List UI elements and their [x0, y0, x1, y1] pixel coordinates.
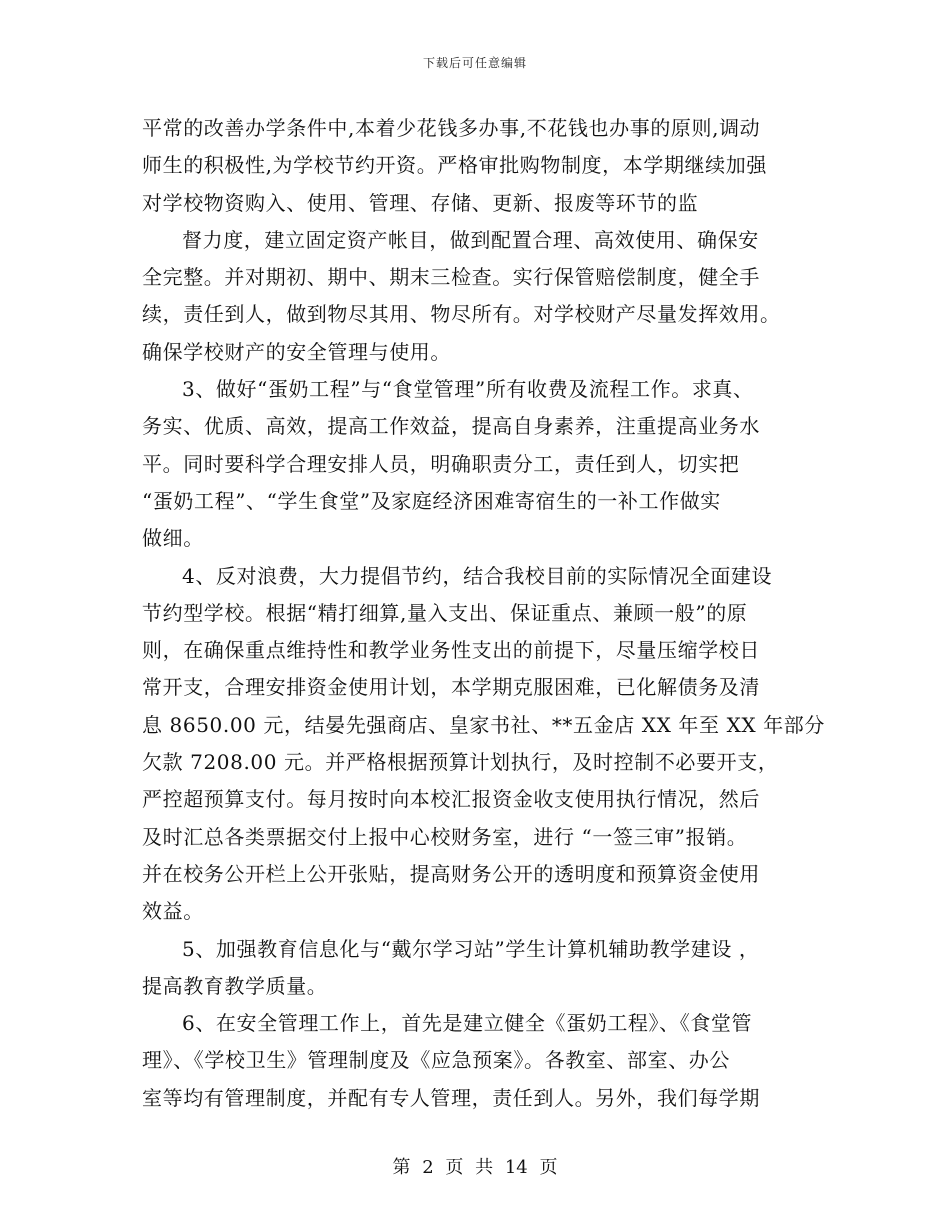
- text-line: 督力度，建立固定资产帐目，做到配置合理、高效使用、确保安: [182, 227, 759, 252]
- text-line: 欠款 7208.00 元。并严格根据预算计划执行，及时控制不必要开支，: [142, 750, 779, 775]
- text-line: 平。同时要科学合理安排人员，明确职责分工，责任到人，切实把: [142, 451, 740, 476]
- text-line: 并在校务公开栏上公开张贴，提高财务公开的透明度和预算资金使用: [142, 861, 760, 886]
- text-line: 做细。: [142, 526, 204, 551]
- text-line: 效益。: [142, 899, 204, 924]
- text-line: 理》、《学校卫生》管理制度及《应急预案》。各教室、部室、办公: [142, 1048, 730, 1073]
- text-line: 4、反对浪费，大力提倡节约，结合我校目前的实际情况全面建设: [182, 563, 773, 588]
- text-line: 严控超预算支付。每月按时向本校汇报资金收支使用执行情况，然后: [142, 787, 760, 812]
- text-line: 3、做好“蛋奶工程”与“食堂管理”所有收费及流程工作。求真、: [182, 377, 754, 402]
- text-line: 及时汇总各类票据交付上报中心校财务室，进行 “一签三审”报销。: [142, 824, 748, 849]
- text-line: 5、加强教育信息化与“戴尔学习站”学生计算机辅助教学建设 ，: [182, 936, 760, 961]
- text-line: 息 8650.00 元，结晏先强商店、皇家书社、**五金店 XX 年至 XX 年部分: [142, 712, 826, 737]
- text-line: 常开支，合理安排资金使用计划，本学期克服困难，已化解债务及清: [142, 675, 760, 700]
- text-line: 务实、优质、高效，提高工作效益，提高自身素养，注重提高业务水: [142, 414, 760, 439]
- text-line: 室等均有管理制度，并配有专人管理，责任到人。另外，我们每学期: [142, 1085, 760, 1110]
- text-line: 6、在安全管理工作上，首先是建立健全《蛋奶工程》、《食堂管: [182, 1011, 753, 1036]
- text-line: 提高教育教学质量。: [142, 973, 328, 998]
- document-body: [142, 110, 832, 1117]
- text-line: “蛋奶工程”、“学生食堂”及家庭经济困难寄宿生的一补工作做实: [142, 488, 721, 513]
- text-line: 全完整。并对期初、期中、期末三检查。实行保管赔偿制度，健全手: [142, 265, 760, 290]
- text-line: 则，在确保重点维持性和教学业务性支出的前提下，尽量压缩学校日: [142, 638, 760, 663]
- text-line: 平常的改善办学条件中,本着少花钱多办事,不花钱也办事的原则,调动: [142, 116, 761, 140]
- text-line: 续，责任到人，做到物尽其用、物尽所有。对学校财产尽量发挥效用。: [142, 302, 781, 327]
- text-line: 确保学校财产的安全管理与使用。: [142, 339, 451, 364]
- page-number-footer: 第 2 页 共 14 页: [392, 1157, 558, 1178]
- page-header-note: 下载后可任意编辑: [422, 56, 527, 70]
- text-line: 师生的积极性,为学校节约开资。严格审批购物制度，本学期继续加强: [142, 153, 767, 178]
- text-line: 对学校物资购入、使用、管理、存储、更新、报废等环节的监: [142, 190, 699, 215]
- text-line: 节约型学校。根据“精打细算,量入支出、保证重点、兼顾一般”的原: [142, 600, 748, 625]
